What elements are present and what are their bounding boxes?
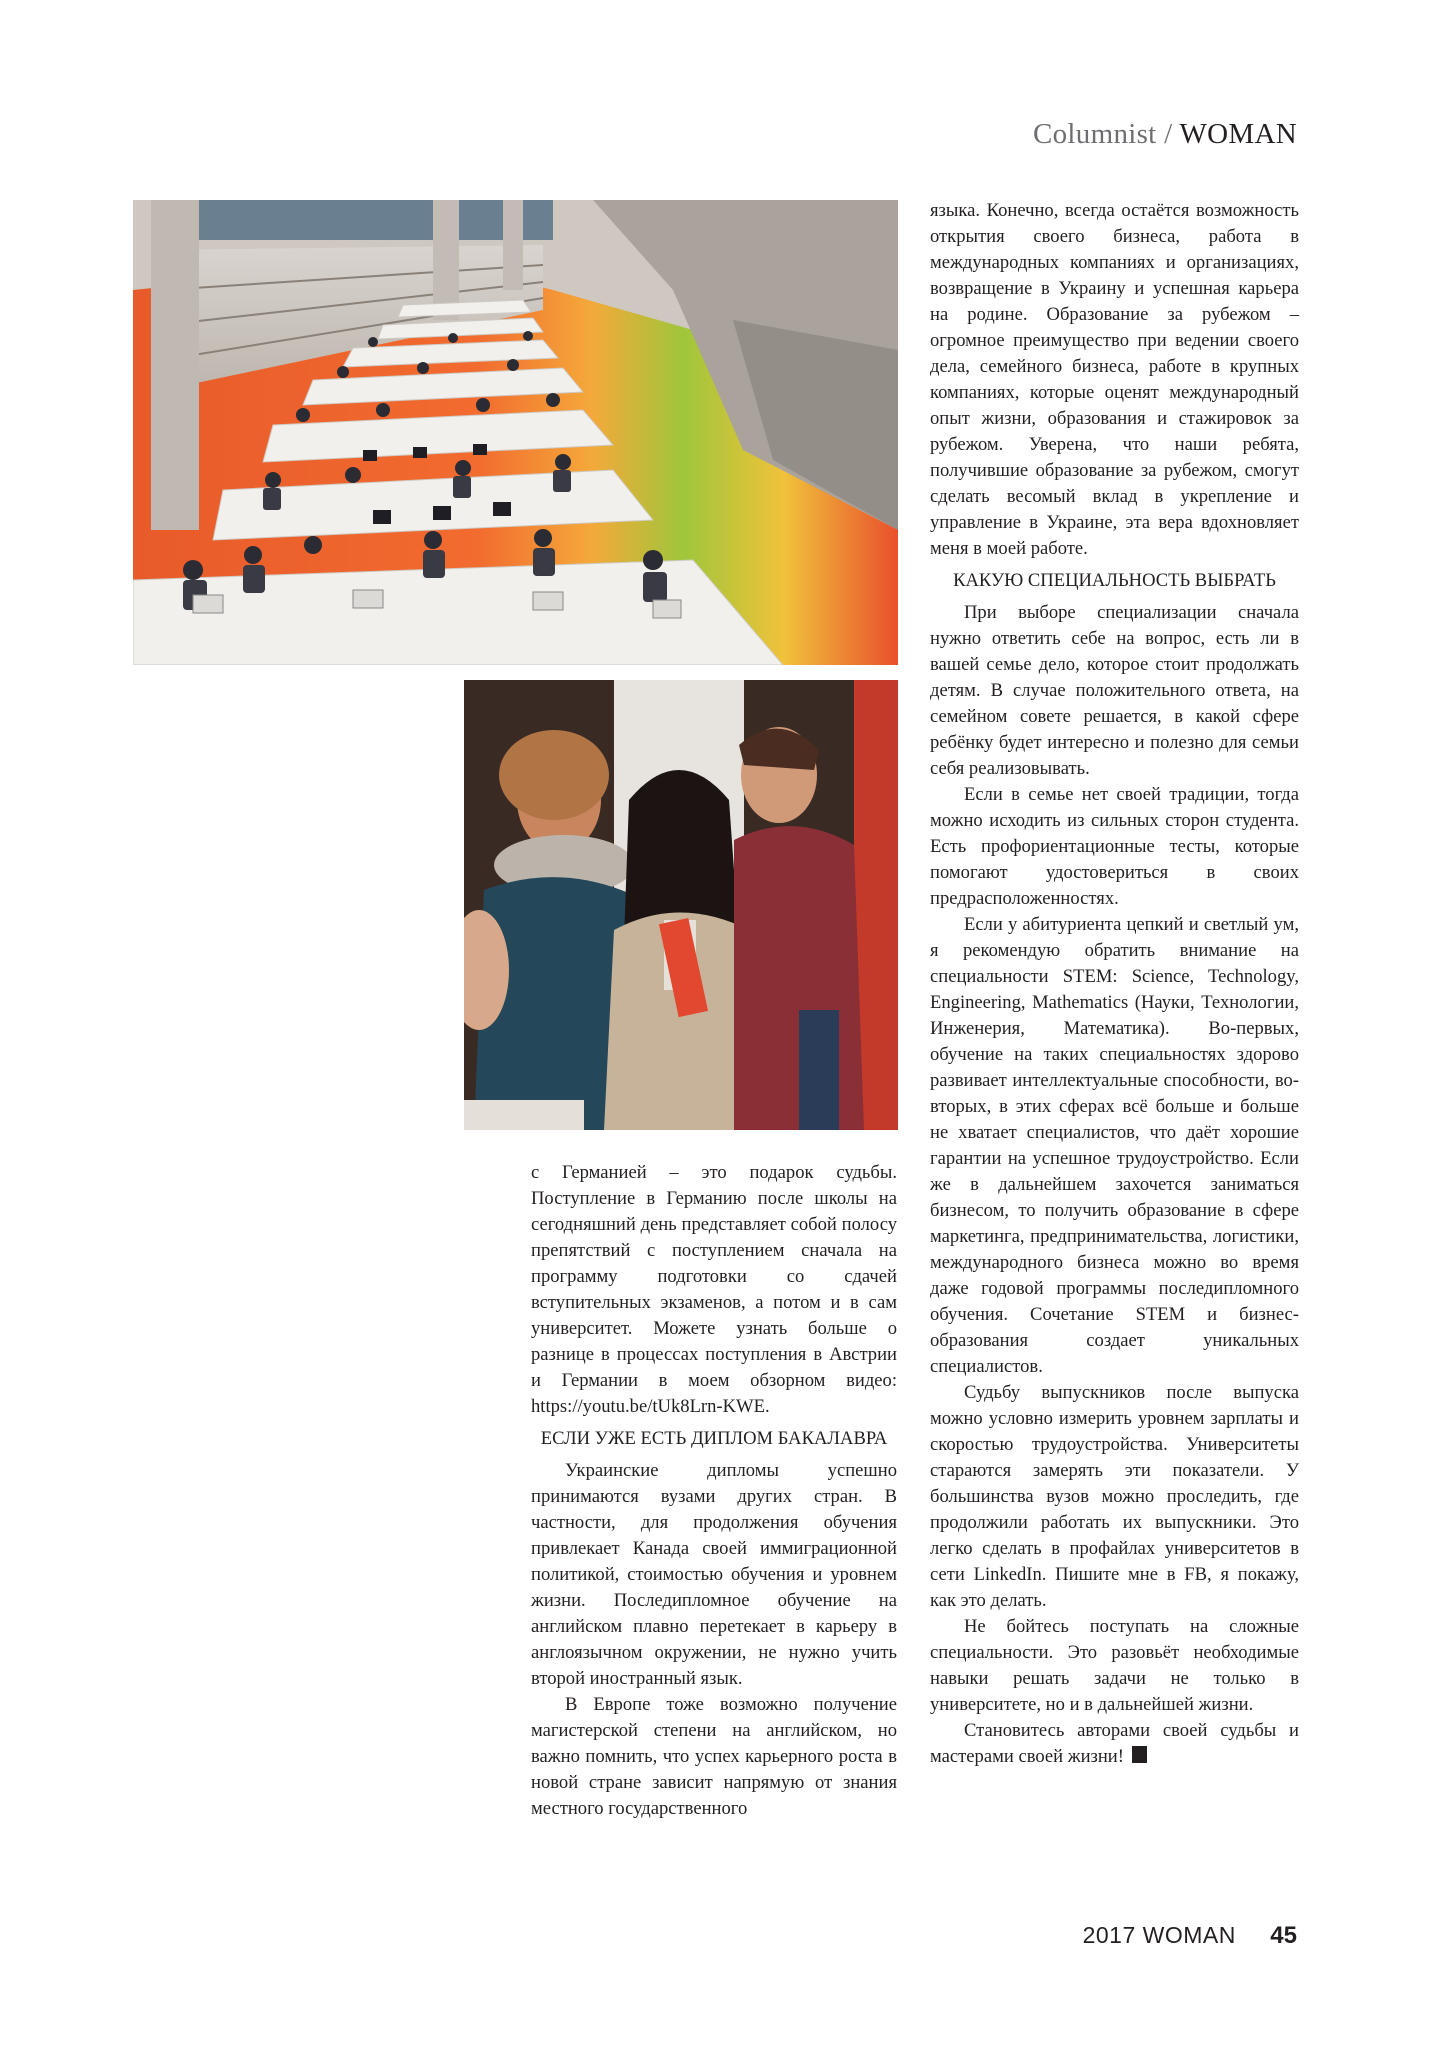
article-column-middle (531, 1160, 897, 1822)
section-heading: КАКУЮ СПЕЦИАЛЬНОСТЬ ВЫБРАТЬ (953, 570, 1276, 591)
page-footer (1083, 1922, 1297, 1950)
photo-students (464, 680, 898, 1130)
article-column-right (930, 198, 1299, 1770)
paragraph: Украинские дипломы успешно принимаются вузами других стран. В частности, для продолжения обучения привлекает Канада своей иммиграционной политикой, стоимостью обучения и уровнем жизни. Последипломное обучение на английском плавно перетекает в карьеру в англоязычном окружении, не нужно учить второй иностранный язык. (531, 1460, 897, 1689)
running-header (1033, 118, 1297, 151)
paragraph: Не бойтесь поступать на сложные специальности. Это разовьёт необходимые навыки решать задачи не только в университете, но и в дальнейшей жизни. (930, 1616, 1299, 1715)
paragraph: Если у абитуриента цепкий и светлый ум, я рекомендую обратить внимание на специальности STEM: Science, Technology, Engineering, Mathematics (Науки, Технологии, Инженерия, Математика). Во-первых, обучение на таких специальностях здорово развивает интеллектуальные способности, во-вторых, в этих сферах всё больше и больше не хватает специалистов, что даёт хорошие гарантии на успешное трудоустройство. Если же в дальнейшем захочется заниматься бизнесом, то получить образование в сфере маркетинга, предпринимательства, логистики, международного бизнеса можно во время даже годовой программы последипломного обучения. Сочетание STEM и бизнес-образования создает уникальных специалистов. (930, 914, 1299, 1377)
closing-text: Становитесь авторами своей судьбы и мастерами своей жизни! (930, 1720, 1299, 1767)
paragraph: Судьбу выпускников после выпуска можно условно измерить уровнем зарплаты и скоростью трудоустройства. Университеты стараются замерять эти показатели. У большинства вузов можно проследить, где продолжили работать их выпускники. Это легко сделать в профайлах университетов в сети LinkedIn. Пишите мне в FB, я покажу, как это делать. (930, 1382, 1299, 1611)
header-magazine: WOMAN (1179, 118, 1297, 150)
paragraph: В Европе тоже возможно получение магистерской степени на английском, но важно помнить, что успех карьерного роста в новой стране зависит напрямую от знания местного государственного (531, 1694, 897, 1819)
footer-issue: 2017 WOMAN (1082, 1922, 1236, 1948)
section-heading: ЕСЛИ УЖЕ ЕСТЬ ДИПЛОМ БАКАЛАВРА (540, 1428, 888, 1449)
header-separator: / (1164, 118, 1173, 150)
paragraph: При выборе специализации сначала нужно ответить себе на вопрос, есть ли в вашей семье дело, которое стоит продолжать детям. В случае положительного ответа, на семейном совете решается, в какой сфере ребёнку будет интересно и полезно для семьи себя реализовывать. (930, 602, 1299, 779)
end-of-article-mark (1132, 1746, 1147, 1763)
paragraph: с Германией – это подарок судьбы. Поступление в Германию после школы на сегодняшний день представляет собой полосу препятствий с поступлением сначала на программу подготовки со сдачей вступительных экзаменов, а потом и в сам университет. Можете узнать больше о разнице в процессах поступления в Австрии и Германии в моем обзорном видео: https://youtu.be/tUk8Lrn-KWE. (531, 1162, 897, 1417)
header-section: Columnist (1032, 118, 1157, 150)
paragraph: Если в семье нет своей традиции, тогда можно исходить из сильных сторон студента. Есть профориентационные тесты, которые помогают удостовериться в своих предрасположенностях. (930, 784, 1299, 909)
page-number: 45 (1270, 1922, 1297, 1949)
photo-library-hall (133, 200, 898, 665)
closing-paragraph (930, 1718, 1299, 1770)
paragraph: языка. Конечно, всегда остаётся возможность открытия своего бизнеса, работа в международных компаниях и организациях, возвращение в Украину и успешная карьера на родине. Образование за рубежом – огромное преимущество при ведении своего дела, семейного бизнеса, работе в крупных компаниях, которые оценят международный опыт жизни, образования и стажировок за рубежом. Уверена, что наши ребята, получившие образование за рубежом, смогут сделать весомый вклад в укрепление и управление в Украине, эта вера вдохновляет меня в моей работе. (930, 200, 1299, 559)
